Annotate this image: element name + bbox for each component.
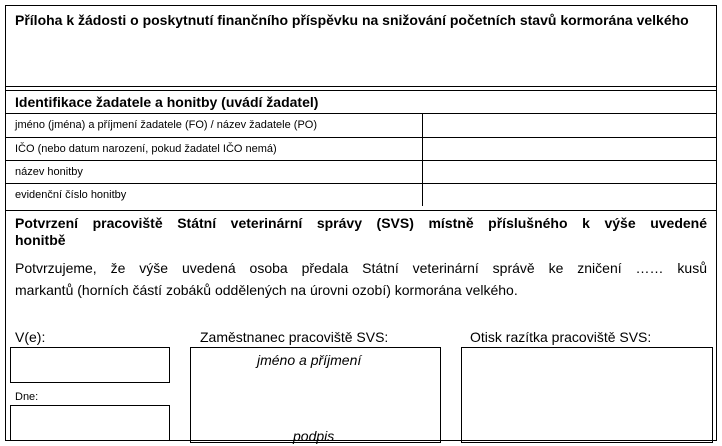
applicant-name-label: jméno (jména) a příjmení žadatele (FO) / název žadatele (PO) <box>6 114 422 137</box>
confirmation-heading <box>15 215 707 249</box>
confirmation-text-line2: markantů (horních částí zobáků oddělených na úrovni ozobí) kormorána velkého. <box>15 282 518 298</box>
table-row <box>6 183 716 206</box>
date-field[interactable] <box>10 405 170 441</box>
confirmation-heading-line2: honitbě <box>15 232 66 248</box>
confirmation-text-line1: Potvrzujeme, že výše uvedená osoba předala Státní veterinární správě ke zničení …… kusů <box>15 260 707 276</box>
signature-hint: podpis <box>293 428 335 444</box>
hunting-ground-name-label: název honitby <box>6 160 422 183</box>
name-hint: jméno a příjmení <box>257 352 362 368</box>
place-field[interactable] <box>10 347 170 383</box>
form-title: Příloha k žádosti o poskytnutí finančního příspěvku na snižování početních stavů kormorána velkého <box>6 6 716 87</box>
ico-field[interactable] <box>422 137 716 160</box>
applicant-name-field[interactable] <box>422 114 716 137</box>
employee-signature-box[interactable] <box>190 347 441 443</box>
confirmation-heading-line1: Potvrzení pracoviště Státní veterinární správy (SVS) místně příslušného k výše uvedené <box>15 215 707 231</box>
hunting-ground-number-field[interactable] <box>422 183 716 206</box>
place-label: V(e): <box>15 329 46 345</box>
hunting-ground-number-label: evidenční číslo honitby <box>6 183 422 206</box>
application-annex-form <box>5 5 717 444</box>
identification-heading: Identifikace žadatele a honitby (uvádí žadatel) <box>6 90 716 114</box>
confirmation-text <box>15 257 707 301</box>
identification-table <box>6 114 716 206</box>
date-label: Dne: <box>15 391 39 403</box>
ico-label: IČO (nebo datum narození, pokud žadatel IČO nemá) <box>6 137 422 160</box>
employee-label: Zaměstnanec pracoviště SVS: <box>200 329 389 345</box>
stamp-label: Otisk razítka pracoviště SVS: <box>470 329 652 345</box>
table-row <box>6 160 716 183</box>
stamp-box[interactable] <box>461 347 713 443</box>
hunting-ground-name-field[interactable] <box>422 160 716 183</box>
table-row <box>6 137 716 160</box>
svs-confirmation-section <box>6 210 716 444</box>
table-row <box>6 114 716 137</box>
